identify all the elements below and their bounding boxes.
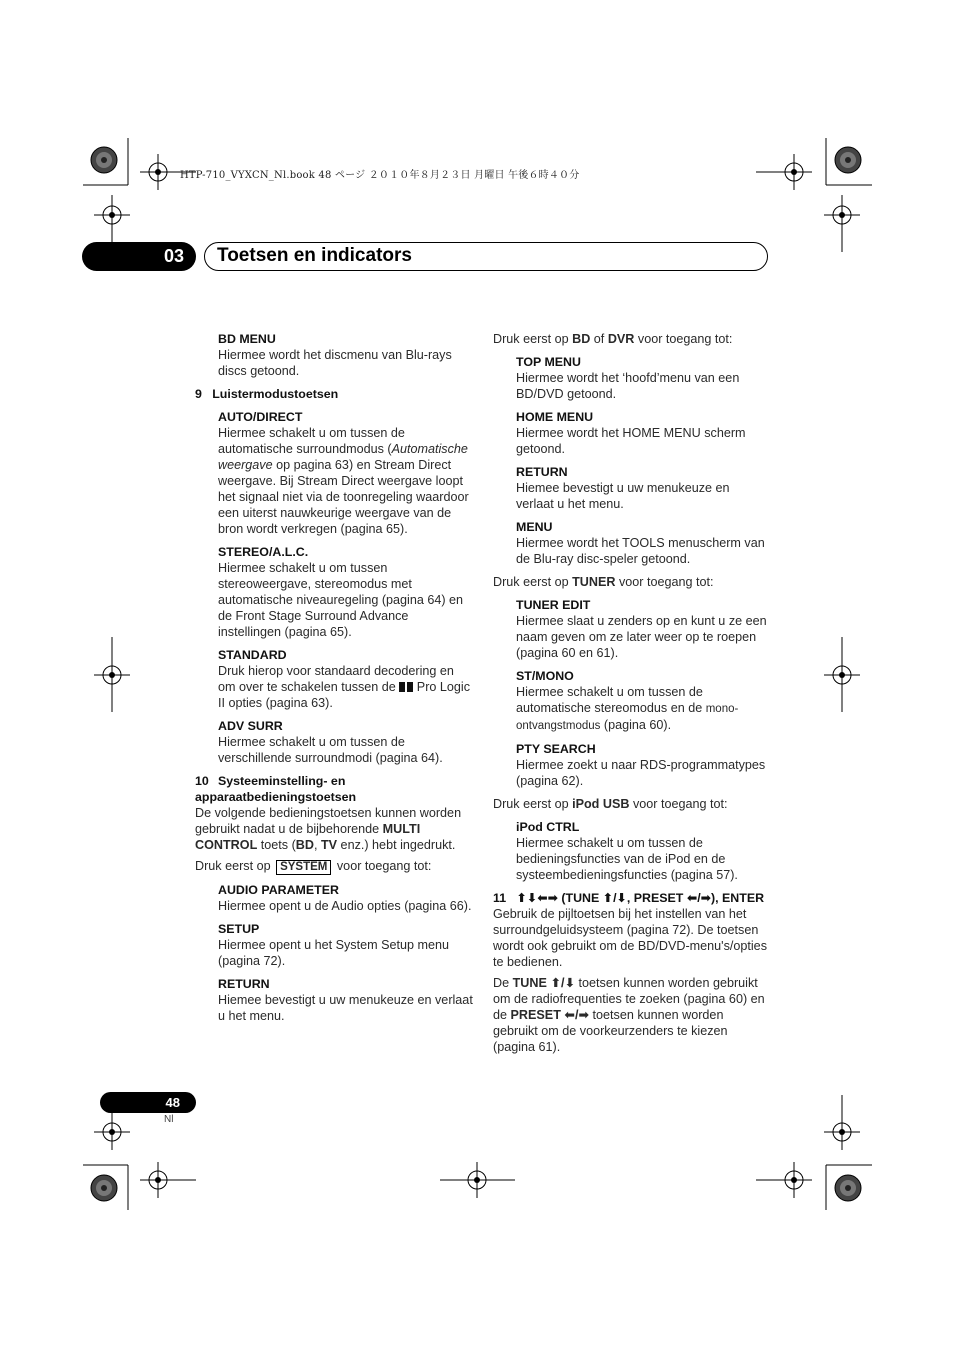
return-text-left: Hiemee bevestigt u uw menukeuze en verlaat u het menu. xyxy=(218,993,473,1023)
bd-line-post: voor toegang tot: xyxy=(634,332,733,346)
section-11 xyxy=(493,890,768,970)
s10-bold-1: MULTI CONTROL xyxy=(195,822,421,852)
bd-menu-entry xyxy=(195,331,473,379)
auto-direct-text-1: Hiermee schakelt u om tussen de automatische surroundmodus ( xyxy=(218,426,405,456)
section-11-title: ⬆⬇⬅➡ (TUNE ⬆/⬇, PRESET ⬅/➡), ENTER xyxy=(516,891,765,905)
return-entry-right xyxy=(493,464,768,512)
tune-text-1: De xyxy=(493,976,513,990)
dolby-logo-icon xyxy=(399,682,413,692)
section-10 xyxy=(195,773,473,853)
system-line-pre: Druk eerst op xyxy=(195,859,275,873)
top-menu-entry xyxy=(493,354,768,402)
audio-parameter-heading: AUDIO PARAMETER xyxy=(218,883,339,897)
s10-bold-3: TV xyxy=(320,838,338,852)
menu-heading: MENU xyxy=(516,520,553,534)
tune-bold: TUNE xyxy=(512,976,547,990)
tuner-edit-entry xyxy=(493,597,768,661)
return-text-right: Hiemee bevestigt u uw menukeuze en verlaat u het menu. xyxy=(516,481,730,511)
section-9-number: 9 xyxy=(195,387,202,401)
standard-text-2: Pro Logic II opties (pagina 63). xyxy=(218,680,471,710)
home-menu-entry xyxy=(493,409,768,457)
page-language: Nl xyxy=(164,1114,174,1125)
bd-line-dvr: DVR xyxy=(607,332,635,346)
st-mono-small: mono-ontvangstmodus xyxy=(516,703,739,732)
return-heading-right: RETURN xyxy=(516,465,568,479)
chapter-title: Toetsen en indicators xyxy=(204,242,768,271)
ipod-ctrl-entry xyxy=(493,819,768,883)
section-10-title: Systeeminstelling- en apparaatbedieningstoetsen xyxy=(195,774,357,804)
return-entry-left xyxy=(195,976,473,1024)
s10-bold-2: BD xyxy=(295,838,314,852)
s10-text-4: enz.) hebt ingedrukt. xyxy=(337,838,456,852)
menu-text: Hiermee wordt het TOOLS menuscherm van de Blu-ray disc-speler getoond. xyxy=(516,536,765,566)
tune-text-2: toetsen kunnen worden gebruikt om de radiofrequenties te zoeken (pagina 60) en de xyxy=(493,976,765,1022)
bd-line xyxy=(493,331,768,347)
tune-arrows-icon: ⬆/⬇ xyxy=(546,976,576,990)
tuner-edit-text: Hiermee slaat u zenders op en kunt u ze een naam geven om ze later weer op te roepen (pagina 60 en 61). xyxy=(516,614,767,660)
tuner-edit-heading: TUNER EDIT xyxy=(516,598,591,612)
preset-bold: PRESET xyxy=(510,1008,561,1022)
ipod-ctrl-heading: iPod CTRL xyxy=(516,820,580,834)
return-heading-left: RETURN xyxy=(218,977,270,991)
section-10-number: 10 xyxy=(195,774,209,788)
audio-parameter-entry xyxy=(195,882,473,914)
tune-preset-para xyxy=(493,975,768,1055)
st-mono-text-2: (pagina 60). xyxy=(600,718,672,732)
top-menu-text: Hiermee wordt het ‘hoofd’menu van een BD/DVD getoond. xyxy=(516,371,740,401)
preset-arrows-icon: ⬅/➡ xyxy=(560,1008,590,1022)
tune-text-3: toetsen kunnen worden gebruikt om de voorkeurzenders te kiezen (pagina 61). xyxy=(493,1008,728,1054)
adv-surr-entry xyxy=(195,718,473,766)
print-header: HTP-710_VYXCN_Nl.book 48 ページ ２０１０年８月２３日 月曜日 午後６時４０分 xyxy=(180,170,580,181)
bd-menu-text: Hiermee wordt het discmenu van Blu-rays discs getoond. xyxy=(218,348,452,378)
top-menu-heading: TOP MENU xyxy=(516,355,581,369)
home-menu-heading: HOME MENU xyxy=(516,410,594,424)
tuner-line xyxy=(493,574,768,590)
auto-direct-entry xyxy=(195,409,473,537)
section-11-number: 11 xyxy=(493,891,507,905)
tuner-line-post: voor toegang tot: xyxy=(615,575,714,589)
section-11-text: Gebruik de pijltoetsen bij het instellen van het surroundgeluidsysteem (pagina 72). De toetsen wordt ook gebruikt om de BD/DVD-menu's/opties te bedienen. xyxy=(493,907,767,969)
auto-direct-ref: Automatische weergave xyxy=(218,442,468,472)
auto-direct-text-2: op pagina 63) en Stream Direct weergave. Bij Stream Direct weergave loopt het signaal niet via de toonregeling waardoor een uiterst nauwkeurige weergave van de bron wordt verkregen (pagina 65). xyxy=(218,458,469,536)
s10-text-2: toets ( xyxy=(257,838,296,852)
standard-entry xyxy=(195,647,473,711)
bd-line-pre: Druk eerst op xyxy=(493,332,573,346)
left-column xyxy=(195,331,473,1031)
bd-line-mid: of xyxy=(590,332,608,346)
auto-direct-heading: AUTO/DIRECT xyxy=(218,410,303,424)
tuner-line-key: TUNER xyxy=(572,575,616,589)
stereo-text: Hiermee schakelt u om tussen stereoweergave, stereomodus met automatische niveauregeling (pagina 64) en de Front Stage Surround Advance instellingen (pagina 65). xyxy=(218,561,464,639)
standard-heading: STANDARD xyxy=(218,648,287,662)
ipod-line-post: voor toegang tot: xyxy=(629,797,728,811)
st-mono-heading: ST/MONO xyxy=(516,669,574,683)
pty-search-text: Hiermee zoekt u naar RDS-programmatypes (pagina 62). xyxy=(516,758,766,788)
system-line xyxy=(195,858,473,875)
ipod-line xyxy=(493,796,768,812)
adv-surr-text: Hiermee schakelt u om tussen de verschillende surroundmodi (pagina 64). xyxy=(218,735,443,765)
ipod-ctrl-text: Hiermee schakelt u om tussen de bedieningsfuncties van de iPod en de systeembedieningsfuncties (pagina 57). xyxy=(516,836,738,882)
page-number: 48 xyxy=(100,1092,196,1113)
stereo-heading: STEREO/A.L.C. xyxy=(218,545,309,559)
home-menu-text: Hiermee wordt het HOME MENU scherm getoond. xyxy=(516,426,746,456)
right-column xyxy=(493,331,768,1062)
s10-text-1: De volgende bedieningstoetsen kunnen worden gebruikt nadat u de bijbehorende xyxy=(195,806,462,836)
system-key: SYSTEM xyxy=(276,860,331,875)
menu-entry xyxy=(493,519,768,567)
bd-menu-heading: BD MENU xyxy=(218,332,276,346)
chapter-number: 03 xyxy=(82,242,196,271)
section-9 xyxy=(195,386,473,402)
standard-text-1: Druk hierop voor standaard decodering en om over te schakelen tussen de xyxy=(218,664,454,694)
ipod-line-pre: Druk eerst op xyxy=(493,797,573,811)
tuner-line-pre: Druk eerst op xyxy=(493,575,573,589)
setup-text: Hiermee opent u het System Setup menu (pagina 72). xyxy=(218,938,450,968)
pty-search-entry xyxy=(493,741,768,789)
section-9-title: Luistermodustoetsen xyxy=(212,387,339,401)
s10-text-3: , xyxy=(313,838,321,852)
stereo-entry xyxy=(195,544,473,640)
setup-entry xyxy=(195,921,473,969)
adv-surr-heading: ADV SURR xyxy=(218,719,283,733)
system-line-post: voor toegang tot: xyxy=(333,859,432,873)
audio-parameter-text: Hiermee opent u de Audio opties (pagina 66). xyxy=(218,899,472,913)
st-mono-text-1: Hiermee schakelt u om tussen de automatische stereomodus en de xyxy=(516,685,706,715)
setup-heading: SETUP xyxy=(218,922,260,936)
bd-line-bd: BD xyxy=(572,332,591,346)
ipod-line-key: iPod USB xyxy=(572,797,630,811)
pty-search-heading: PTY SEARCH xyxy=(516,742,596,756)
st-mono-entry xyxy=(493,668,768,734)
